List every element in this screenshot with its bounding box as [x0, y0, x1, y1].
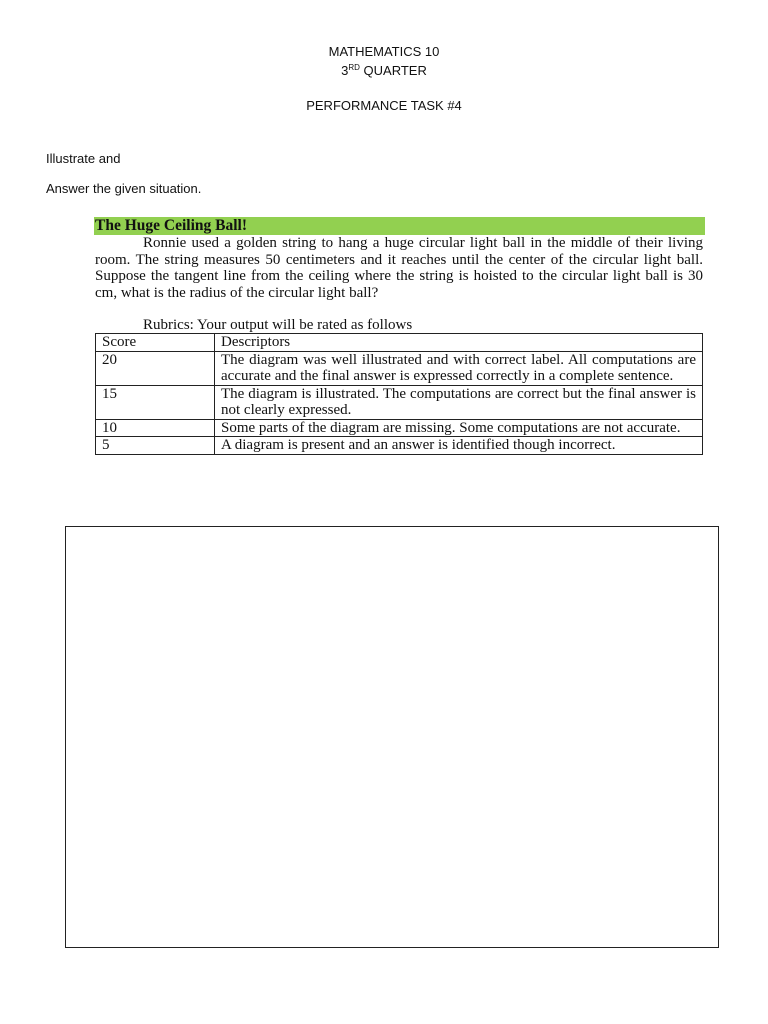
descriptor-cell: The diagram was well illustrated and with correct label. All computations are accurate and the final answer is expressed correctly in a complete sentence.	[215, 351, 703, 385]
descriptor-cell: Some parts of the diagram are missing. Some computations are not accurate.	[215, 419, 703, 437]
score-cell: 20	[96, 351, 215, 385]
descriptor-cell: A diagram is present and an answer is identified though incorrect.	[215, 437, 703, 455]
instruction-line-2: Answer the given situation.	[46, 181, 202, 196]
score-cell: 5	[96, 437, 215, 455]
task-text: PERFORMANCE TASK #4	[306, 98, 462, 113]
score-cell: 10	[96, 419, 215, 437]
rubrics-label: Rubrics: Your output will be rated as follows	[143, 317, 413, 333]
quarter-word: QUARTER	[359, 63, 427, 78]
subject-title	[0, 42, 768, 61]
score-cell: 15	[96, 385, 215, 419]
quarter-number: 3	[341, 63, 349, 78]
instruction-line-1: Illustrate and	[46, 151, 121, 166]
problem-title: The Huge Ceiling Ball!	[94, 217, 705, 235]
table-row	[96, 437, 703, 455]
problem-text: Ronnie used a golden string to hang a huge circular light ball in the middle of their living room. The string measures 50 centimeters and it reaches until the center of the circular light ball. Suppose the tangent line from the ceiling where the string is hoisted to the circular light ball is 30 cm, what is the radius of the circular light ball?	[95, 235, 703, 301]
rubric-header-row	[96, 334, 703, 352]
answer-box[interactable]	[65, 526, 719, 948]
score-column-header: Score	[96, 334, 215, 352]
table-row	[96, 385, 703, 419]
descriptors-column-header: Descriptors	[215, 334, 703, 352]
task-heading	[0, 96, 768, 115]
table-row	[96, 419, 703, 437]
subject-text: MATHEMATICS 10	[328, 44, 440, 59]
table-row	[96, 351, 703, 385]
rubric-table	[95, 333, 703, 455]
descriptor-cell: The diagram is illustrated. The computations are correct but the final answer is not clearly expressed.	[215, 385, 703, 419]
quarter-title	[0, 61, 768, 80]
quarter-suffix: RD	[348, 63, 360, 72]
